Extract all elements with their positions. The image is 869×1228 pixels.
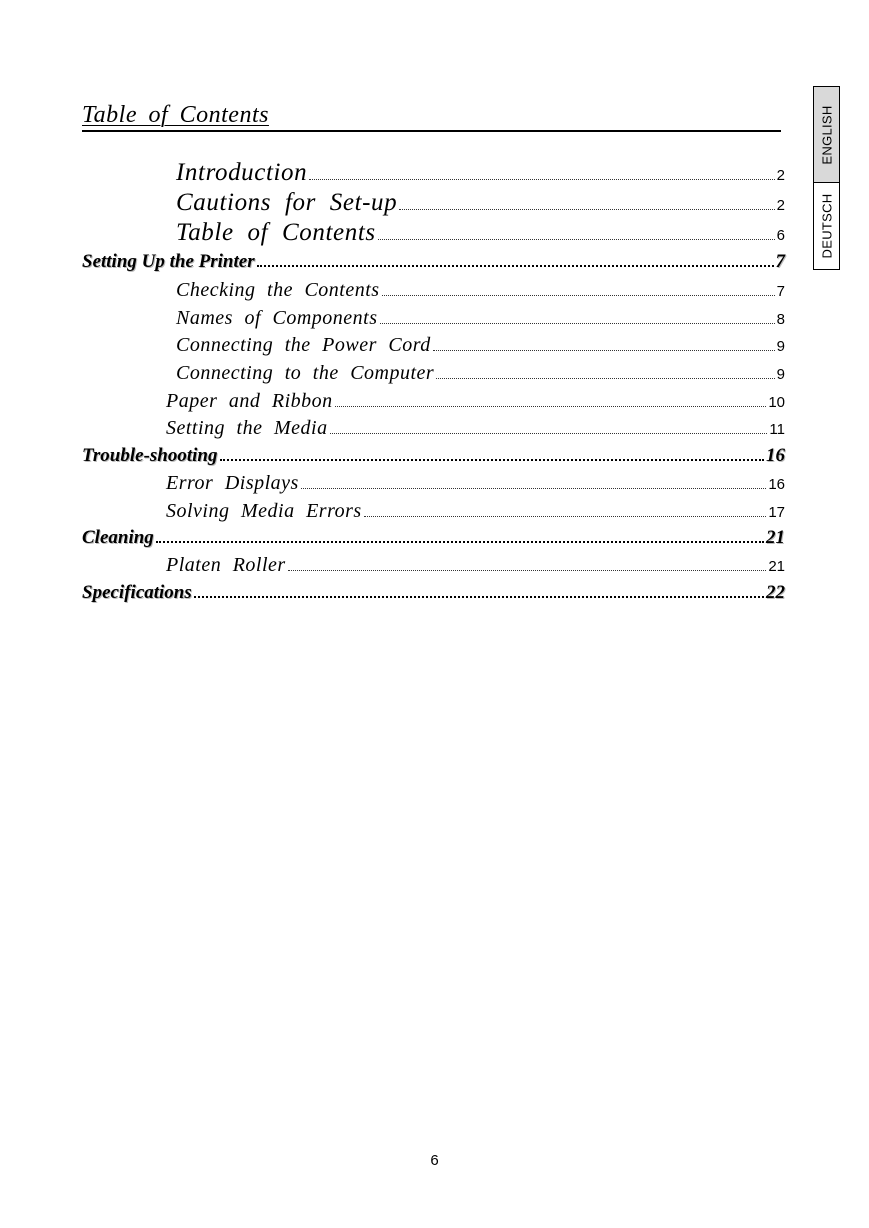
toc-entry-page: 8 xyxy=(776,311,785,328)
toc-entry-page: 2 xyxy=(776,197,785,214)
dot-leader xyxy=(433,349,775,351)
toc-header xyxy=(82,102,781,132)
toc-entry-page: 6 xyxy=(776,227,785,244)
toc-section-setting-up[interactable] xyxy=(0,251,785,273)
toc-entry-introduction[interactable] xyxy=(0,159,785,187)
toc-entry-paper-and-ribbon[interactable] xyxy=(0,390,785,413)
toc-entry-label: Names of Components xyxy=(176,307,378,329)
toc-section-label: Setting Up the Printer xyxy=(82,251,255,272)
toc-section-label: Trouble-shooting xyxy=(82,445,218,466)
language-tab-deutsch-label: DEUTSCH xyxy=(819,193,834,259)
toc-section-page: 22 xyxy=(766,582,785,603)
toc-entry-cautions[interactable] xyxy=(0,189,785,217)
dot-leader xyxy=(257,264,774,267)
toc-entry-page: 2 xyxy=(776,167,785,184)
toc-section-cleaning[interactable] xyxy=(0,527,785,549)
toc-entry-table-of-contents[interactable] xyxy=(0,219,785,247)
toc-entry-page: 21 xyxy=(768,558,785,575)
toc-section-page: 21 xyxy=(766,527,785,548)
dot-leader xyxy=(399,208,774,210)
toc-entry-page: 9 xyxy=(776,338,785,355)
toc-entry-label: Solving Media Errors xyxy=(166,500,362,522)
toc-entry-label: Checking the Contents xyxy=(176,279,380,301)
toc-section-specifications[interactable] xyxy=(0,582,785,604)
toc-entry-label: Platen Roller xyxy=(166,554,286,576)
language-tab-english[interactable] xyxy=(814,87,839,183)
toc-entry-names-of-components[interactable] xyxy=(0,307,785,330)
toc-entry-label: Introduction xyxy=(176,159,308,186)
dot-leader xyxy=(330,432,768,434)
toc-section-label: Specifications xyxy=(82,582,192,603)
toc-section-page: 16 xyxy=(766,445,785,466)
dot-leader xyxy=(309,178,774,180)
toc-entry-label: Setting the Media xyxy=(166,417,328,439)
toc-entry-page: 16 xyxy=(768,476,785,493)
toc-entry-label: Error Displays xyxy=(166,472,299,494)
toc-entry-power-cord[interactable] xyxy=(0,334,785,357)
toc-entry-solving-media-errors[interactable] xyxy=(0,500,785,523)
dot-leader xyxy=(380,322,775,324)
page-title: Table of Contents xyxy=(82,102,269,128)
toc-entry-label: Paper and Ribbon xyxy=(166,390,333,412)
language-tabs xyxy=(813,86,840,270)
language-tab-english-label: ENGLISH xyxy=(819,104,834,165)
toc-entry-page: 10 xyxy=(768,394,785,411)
toc-entry-page: 11 xyxy=(769,421,785,438)
toc-entry-label: Cautions for Set-up xyxy=(176,189,398,216)
dot-leader xyxy=(220,458,765,461)
dot-leader xyxy=(382,294,775,296)
toc-entry-platen-roller[interactable] xyxy=(0,554,785,577)
dot-leader xyxy=(301,487,766,489)
dot-leader xyxy=(436,377,774,379)
toc-entry-setting-media[interactable] xyxy=(0,417,785,440)
toc-entry-label: Connecting the Power Cord xyxy=(176,334,431,356)
toc-entry-connecting-computer[interactable] xyxy=(0,362,785,385)
toc-entry-page: 9 xyxy=(776,366,785,383)
toc-entry-page: 7 xyxy=(776,283,785,300)
toc-section-page: 7 xyxy=(775,251,785,272)
toc-section-label: Cleaning xyxy=(82,527,154,548)
dot-leader xyxy=(378,238,775,240)
toc-entry-page: 17 xyxy=(768,504,785,521)
dot-leader xyxy=(364,515,767,517)
language-tab-deutsch[interactable] xyxy=(814,183,839,269)
toc-entry-checking-contents[interactable] xyxy=(0,279,785,302)
toc-entry-label: Connecting to the Computer xyxy=(176,362,435,384)
dot-leader xyxy=(156,540,764,543)
page-number: 6 xyxy=(430,1152,439,1169)
toc-section-trouble-shooting[interactable] xyxy=(0,445,785,467)
toc-entry-error-displays[interactable] xyxy=(0,472,785,495)
toc-entry-label: Table of Contents xyxy=(176,219,376,246)
dot-leader xyxy=(288,569,767,571)
dot-leader xyxy=(335,405,767,407)
dot-leader xyxy=(194,595,764,598)
